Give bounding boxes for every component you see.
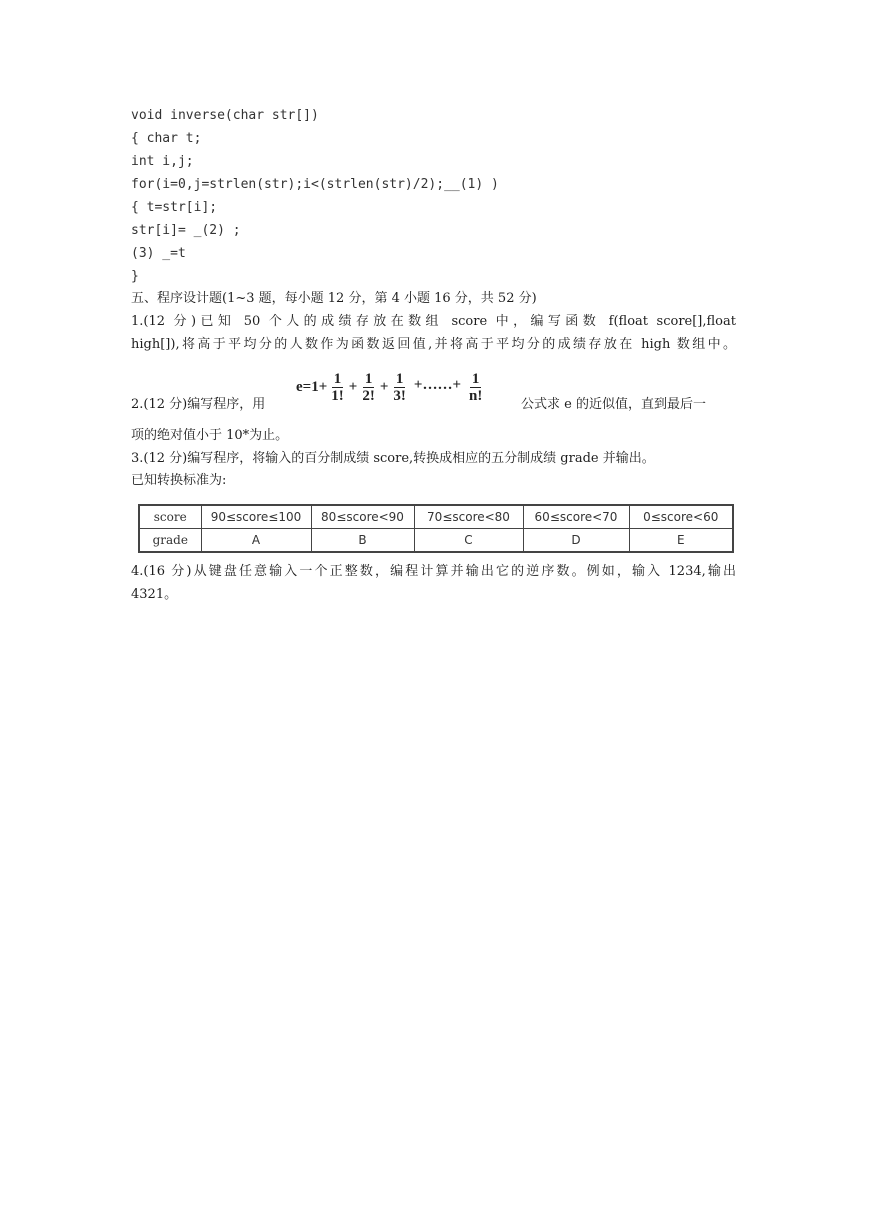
table-row-score [139,505,733,529]
formula-lead: e=1+ [296,378,328,395]
table-cell-range: 70≤score<80 [414,505,523,529]
table-cell-grade: A [201,529,311,553]
q4-line-2: 4321。 [131,587,178,602]
section-title: 五、程序设计题(1~3 题，每小题 12 分，第 4 小题 16 分，共 52 分) [131,291,537,306]
q2-prefix: 2.(12 分)编写程序，用 [131,397,266,412]
e-series-formula [296,364,486,410]
table-cell-range: 60≤score<70 [523,505,629,529]
code-line-7: (3) _=t [131,246,186,261]
grade-conversion-table [138,504,734,553]
q4-line-1: 4.(16 分)从键盘任意输入一个正整数，编程计算并输出它的逆序数。例如，输入 1234,输出 [131,564,736,579]
formula-term-n [467,371,484,404]
term-1-numerator: 1 [333,370,342,387]
term-2-numerator: 1 [364,370,373,387]
q1-line-2: high[]),将高于平均分的人数作为函数返回值,并将高于平均分的成绩存放在 high 数组中。 [131,337,736,352]
formula-term-2 [360,371,377,404]
table-header-grade: grade [139,529,201,553]
table-cell-range: 80≤score<90 [311,505,414,529]
q2-line-2: 项的绝对值小于 10*为止。 [131,428,289,443]
plus-sign: + [379,378,389,395]
term-n-denominator: n! [469,387,483,404]
q3-line-1: 3.(12 分)编写程序，将输入的百分制成绩 score,转换成相应的五分制成绩 grade 并输出。 [131,451,655,466]
code-line-8: } [131,269,139,284]
q1-line-1: 1.(12 分)已知 50 个人的成绩存放在数组 score 中，编写函数 f(float score[],float [131,314,736,329]
code-line-3: int i,j; [131,154,194,169]
term-2-denominator: 2! [362,387,375,404]
term-3-numerator: 1 [395,370,404,387]
table-cell-range: 0≤score<60 [629,505,733,529]
q3-line-2: 已知转换标准为: [131,473,227,488]
table-cell-grade: C [414,529,523,553]
table-header-score: score [139,505,201,529]
formula-term-1 [329,371,346,404]
table-cell-grade: B [311,529,414,553]
term-3-denominator: 3! [393,387,406,404]
table-cell-grade: D [523,529,629,553]
formula-term-3 [391,371,408,404]
code-line-2: { char t; [131,131,202,146]
table-row-grade [139,529,733,553]
term-n-numerator: 1 [471,370,480,387]
plus-sign: + [348,378,358,395]
table-cell-grade: E [629,529,733,553]
code-line-6: str[i]= _(2) ; [131,223,241,238]
term-1-denominator: 1! [331,387,344,404]
code-line-1: void inverse(char str[]) [131,108,319,123]
table-cell-range: 90≤score≤100 [201,505,311,529]
code-line-4: for(i=0,j=strlen(str);i<(strlen(str)/2);__(1) ) [131,177,499,192]
formula-ellipsis: +……+ [413,376,461,393]
code-line-5: { t=str[i]; [131,200,218,215]
q2-suffix: 公式求 e 的近似值，直到最后一 [521,397,706,412]
